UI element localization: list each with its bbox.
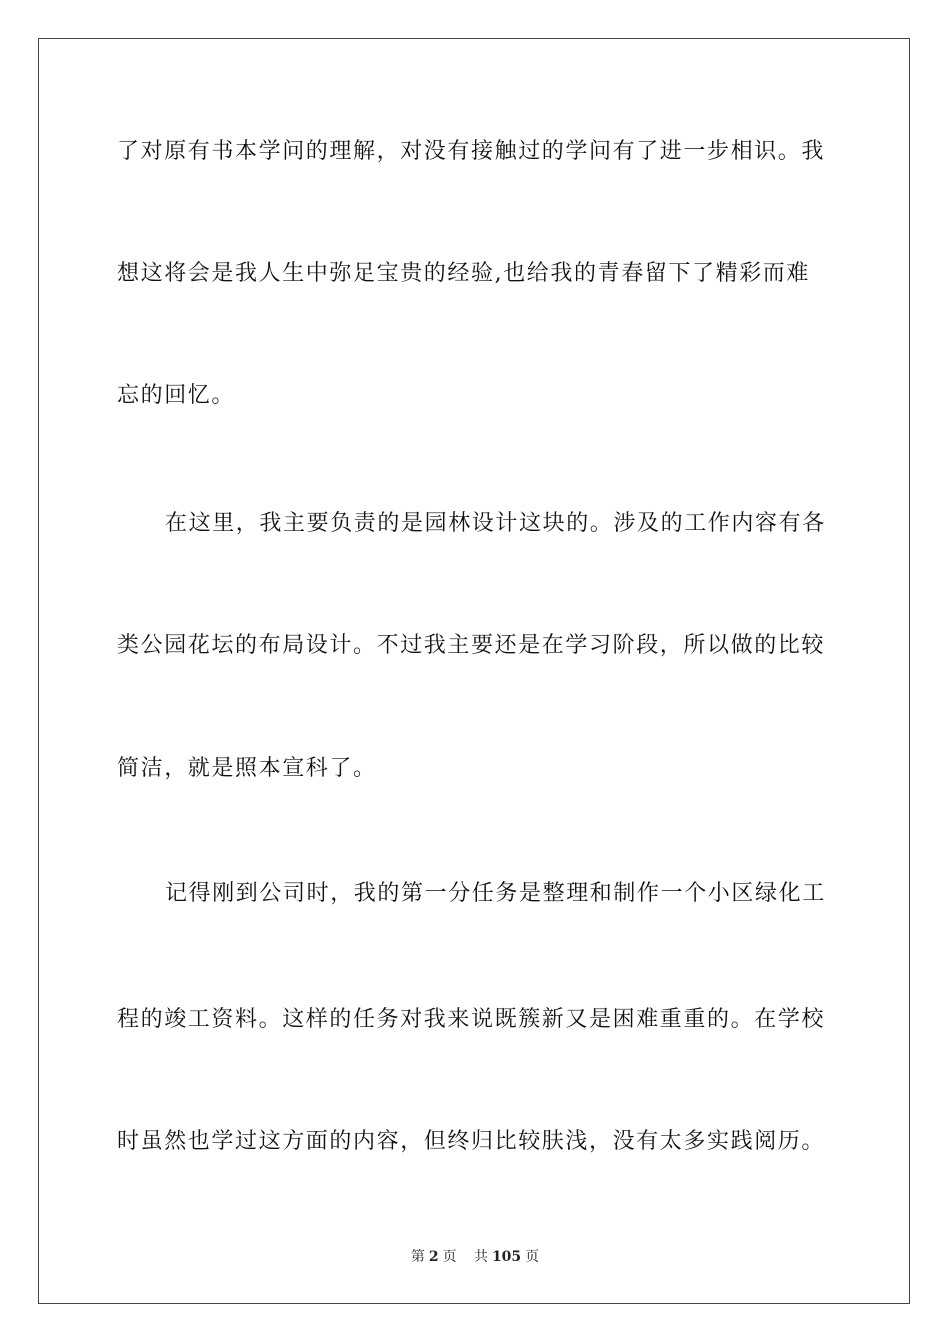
paragraph-3-line-1: 记得刚到公司时，我的第一分任务是整理和制作一个小区绿化工: [165, 881, 826, 906]
total-suffix: 页: [525, 1249, 540, 1265]
paragraph-1-line-1: 了对原有书本学问的理解，对没有接触过的学问有了进一步相识。我: [117, 139, 826, 164]
paragraph-3-line-2: 程的竣工资料。这样的任务对我来说既簇新又是困难重重的。在学校: [117, 1007, 826, 1032]
page-frame: [38, 38, 910, 1304]
page-number: 2: [428, 1249, 439, 1265]
total-pages: 105: [491, 1249, 522, 1265]
paragraph-2-line-2: 类公园花坛的布局设计。不过我主要还是在学习阶段，所以做的比较: [117, 633, 826, 658]
page-footer: [0, 1248, 950, 1266]
page-suffix: 页: [442, 1249, 457, 1265]
paragraph-2-line-3: 简洁，就是照本宣科了。: [117, 756, 377, 781]
paragraph-1-line-3: 忘的回忆。: [117, 383, 236, 408]
paragraph-3-line-3: 时虽然也学过这方面的内容，但终归比较肤浅，没有太多实践阅历。: [117, 1129, 826, 1154]
paragraph-1-line-2: 想这将会是我人生中弥足宝贵的经验,也给我的青春留下了精彩而难: [117, 261, 810, 286]
total-prefix: 共: [473, 1249, 488, 1265]
page-prefix: 第: [410, 1249, 425, 1265]
paragraph-2-line-1: 在这里，我主要负责的是园林设计这块的。涉及的工作内容有各: [165, 511, 826, 536]
